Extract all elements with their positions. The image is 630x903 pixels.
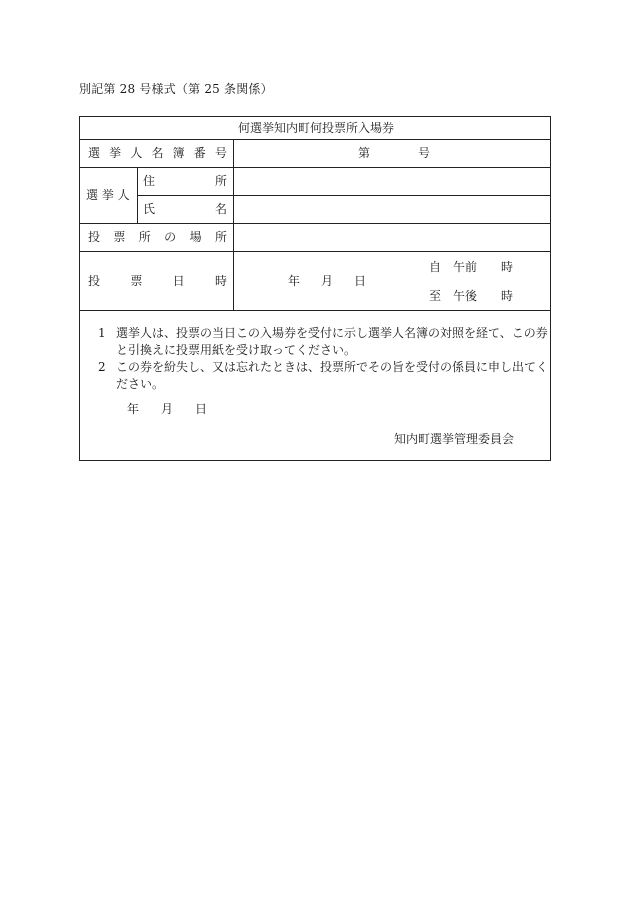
to-hour[interactable]: 時 (501, 289, 514, 303)
address-field[interactable] (234, 168, 551, 195)
to-label: 至 (429, 289, 442, 303)
label-char: 票 (130, 274, 143, 288)
notes (98, 325, 552, 393)
label-char: 選 (88, 146, 101, 160)
label-char: 所 (214, 174, 227, 188)
label-char: 番 (193, 146, 206, 160)
rule-datetime (80, 310, 550, 311)
label-char: 人 (130, 146, 143, 160)
register-number-field[interactable] (358, 146, 430, 160)
dai-char: 第 (358, 146, 371, 160)
month-char: 月 (320, 274, 333, 288)
datetime-label (88, 274, 227, 288)
admission-ticket-form (79, 116, 551, 461)
elector-label: 選 挙 人 (86, 188, 130, 202)
label-char: の (164, 230, 177, 244)
label-char: 挙 (109, 146, 122, 160)
label-char: 住 (143, 174, 156, 188)
label-char: 名 (151, 146, 164, 160)
label-char: 投 (88, 230, 101, 244)
note-text: この券を紛失し、又は忘れたときは、投票所でその旨を受付の係員に申し出てください。 (116, 360, 549, 391)
form-title: 何選挙知内町何投票所入場券 (237, 121, 394, 135)
name-field[interactable] (234, 196, 551, 223)
note-number: 1 (98, 326, 106, 340)
note-text: 選挙人は、投票の当日この入場券を受付に示し選挙人名簿の対照を経て、この券と引換えに投票用紙を受け取ってください。 (116, 326, 548, 357)
label-char: 簿 (172, 146, 185, 160)
label-char: 号 (214, 146, 227, 160)
month-char: 月 (160, 402, 173, 416)
issue-date[interactable] (127, 402, 207, 416)
from-label: 自 (429, 260, 442, 274)
name-label (143, 202, 227, 216)
label-char: 場 (189, 230, 202, 244)
note-item (98, 325, 552, 359)
go-char: 号 (417, 146, 430, 160)
label-char: 票 (113, 230, 126, 244)
issuer-name: 知内町選挙管理委員会 (394, 432, 515, 446)
label-char: 所 (214, 230, 227, 244)
from-hour[interactable]: 時 (501, 260, 514, 274)
to-ampm: 午後 (453, 289, 478, 303)
address-label (143, 174, 227, 188)
rule-title (80, 139, 550, 140)
label-char: 氏 (143, 202, 156, 216)
from-ampm: 午前 (453, 260, 478, 274)
register-number-label (88, 146, 227, 160)
rule-location (80, 251, 550, 252)
location-field[interactable] (234, 224, 551, 251)
year-char: 年 (127, 402, 140, 416)
note-number: 2 (98, 360, 106, 374)
label-char: 日 (172, 274, 185, 288)
day-char: 日 (353, 274, 366, 288)
location-label (88, 230, 227, 244)
day-char: 日 (194, 402, 207, 416)
label-char: 名 (214, 202, 227, 216)
label-char: 時 (214, 274, 227, 288)
label-char: 所 (138, 230, 151, 244)
rule-elector (137, 167, 138, 223)
note-item (98, 359, 552, 393)
date-field[interactable] (288, 274, 366, 288)
label-char: 投 (88, 274, 101, 288)
year-char: 年 (288, 274, 301, 288)
form-number: 別記第 28 号様式（第 25 条関係） (79, 82, 273, 96)
